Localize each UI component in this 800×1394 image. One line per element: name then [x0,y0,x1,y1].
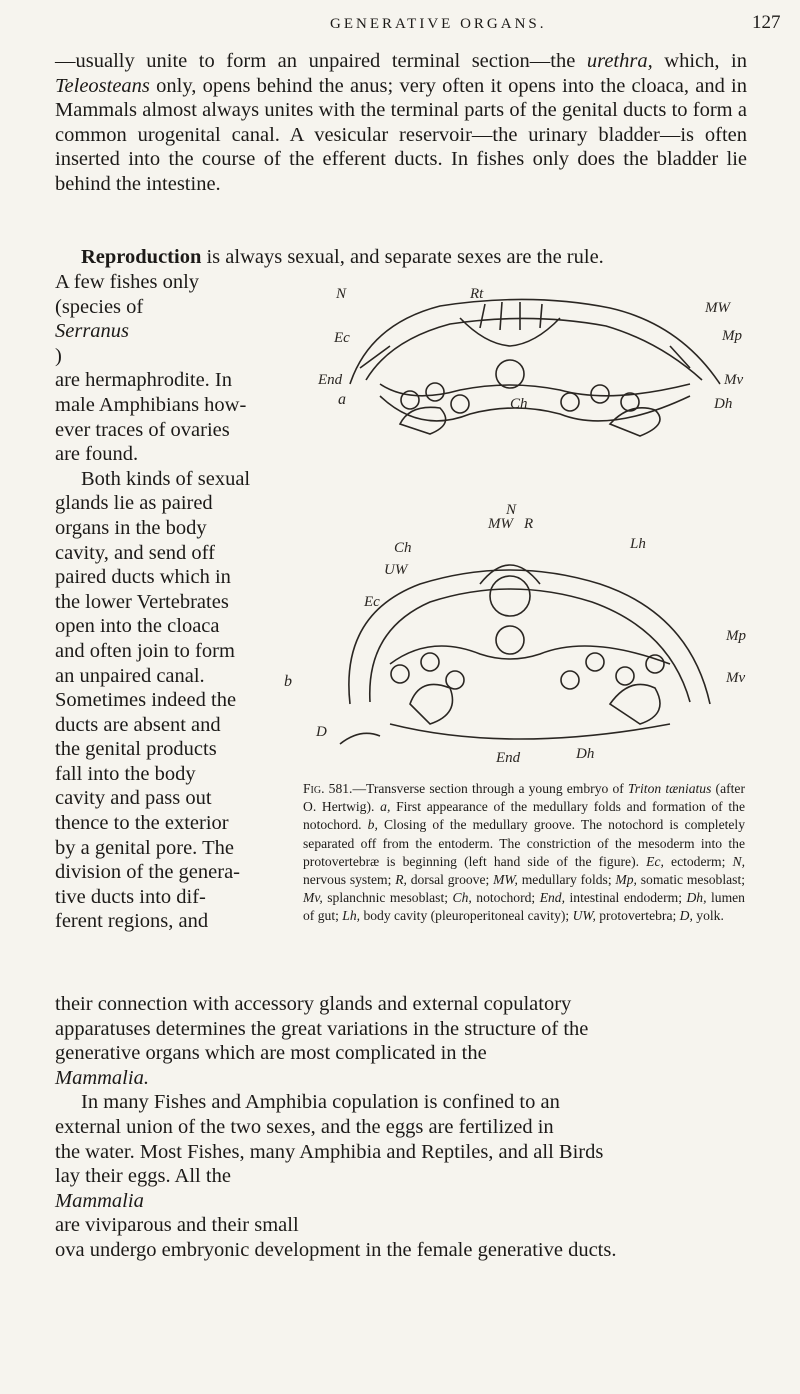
text-line: glands lie as paired [55,492,213,515]
text-line: organs in the body [55,516,207,539]
panel-a-label: a [338,391,346,408]
svg-text:End: End [496,750,521,766]
text-line: only, opens behind the anus; very often it opens [149,74,556,97]
text-line: tive ducts into dif- [55,885,206,908]
text-line: male Amphibians how- [55,393,247,416]
panel-b-drawing [340,565,710,744]
text-line: division of the genera- [55,861,241,884]
running-title: GENERATIVE ORGANS. [330,16,547,32]
svg-text:Ch: Ch [394,540,412,556]
svg-text:MW: MW [488,516,513,532]
lower-text [55,992,747,1263]
text-line: by a genital pore. The [55,836,234,859]
text-line: the water. Most Fishes, many Amphibia and Reptiles, and all Birds [55,1140,604,1163]
svg-text:Dh: Dh [576,746,595,762]
svg-text:Mv: Mv [726,670,746,686]
left-column-text [55,270,287,934]
svg-text:End: End [318,372,343,388]
text-line: are found. [55,443,139,466]
page-header [0,6,800,36]
text-line: open into the cloaca [55,615,220,638]
panel-b-label: b [284,673,292,690]
figure-label: Fig. 581. [303,781,353,796]
svg-text:UW: UW [384,562,408,578]
text-line: cavity and pass out [55,787,212,810]
paragraph-urethra [55,49,747,197]
page-number: 127 [752,12,781,33]
text-line: are hermaphrodite. In [55,369,233,392]
svg-text:Ch: Ch [510,396,528,412]
svg-text:Ec: Ec [364,594,380,610]
svg-text:R: R [524,516,534,532]
svg-text:Dh: Dh [714,396,733,412]
text-line: paired ducts which in [55,566,231,589]
figure-illustration [284,284,750,772]
svg-text:N: N [506,502,517,518]
text-line: fall into the body [55,762,196,785]
text-line: is always sexual, and separate sexes are the rule. [201,246,604,268]
panel-a-drawing [350,299,720,436]
term-mammalia: Mammalia [55,1189,144,1212]
text-line: into the cloaca, and in Mammals almost always unites with the [55,74,747,122]
text-line: In many Fishes and Amphibia copulation is confined to an [81,1091,560,1114]
paragraph-reproduction-heading [55,245,747,270]
svg-text:Lh: Lh [630,536,646,552]
text-line: the genital products [55,738,217,761]
text-line: ever traces of ovaries [55,418,230,441]
text-line: (species of Serranus ) [55,295,144,367]
text-line: the course of the efferent ducts. In fishes only does the bladder lie [168,148,747,171]
text-line: ferent regions, and [55,910,209,933]
text-line: lay their eggs. All the Mammalia are viviparous and their small [55,1165,299,1237]
text-line: ducts are absent and [55,713,221,736]
embryo-section-figure [284,284,750,772]
text-line: an unpaired canal. [55,664,205,687]
svg-text:Mp: Mp [722,328,742,344]
text-line: cavity, and send off [55,541,215,564]
text-line: Sometimes indeed the [55,689,237,712]
text-line: terminal parts of the genital ducts to form a common urogenital canal. [55,99,747,146]
text-line: the lower Vertebrates [55,590,229,613]
svg-text:N: N [336,286,347,302]
text-line: —usually unite to form an unpaired terminal section—the [55,50,587,72]
svg-text:Mp: Mp [726,628,746,644]
text-line: generative organs which are most complicated in the Mammalia. [55,1042,487,1089]
term-mammalia: Mammalia. [55,1066,149,1089]
text-line: ova undergo embryonic development in the female generative ducts. [55,1238,617,1261]
svg-text:D: D [316,724,327,740]
text-line: and often join to form [55,639,235,662]
section-heading-reproduction: Reproduction [81,246,202,268]
text-line: A few fishes only [55,271,200,293]
term-urethra: urethra, [586,50,653,72]
text-line: behind the intestine. [55,172,221,195]
svg-text:Mv: Mv [724,372,744,388]
text-line: thence to the exterior [55,812,229,835]
svg-text:MW: MW [705,300,730,316]
svg-text:Rt: Rt [470,286,484,302]
text-line: Both kinds of sexual [81,467,251,490]
term-serranus: Serranus [55,320,130,343]
text-line: which, in [664,50,747,72]
text-line: external union of the two sexes, and the eggs are fertilized in [55,1115,554,1138]
text-line: A vesicular reservoir—the urinary bladder—is often inserted into [55,123,747,171]
text-line: their connection with accessory glands and external copulatory [55,993,572,1015]
figure-caption: Fig. 581.—Transverse section through a young embryo of Triton tæniatus (after O. Hertwig). a, First appearance of the medullary folds and formation of the notochord. b, Closing of the medullary groove. The notochord is completely separated off from the entoderm. The constriction of the mesoderm into the protovertebræ is beginning (left hand side of the figure). Ec, ectoderm; N, nervous system; R, dorsal groove; MW, medullary folds; Mp, somatic mesoblast; Mv, splanchnic mesoblast; Ch, notochord; End, intestinal endoderm; Dh, lumen of gut; Lh, body cavity (pleuroperitoneal cavity); UW, protovertebra; D, yolk. [303,781,746,924]
text-line: apparatuses determines the great variations in the structure of the [55,1017,589,1040]
term-teleosteans: Teleosteans [55,74,150,97]
svg-text:Ec: Ec [334,330,350,346]
